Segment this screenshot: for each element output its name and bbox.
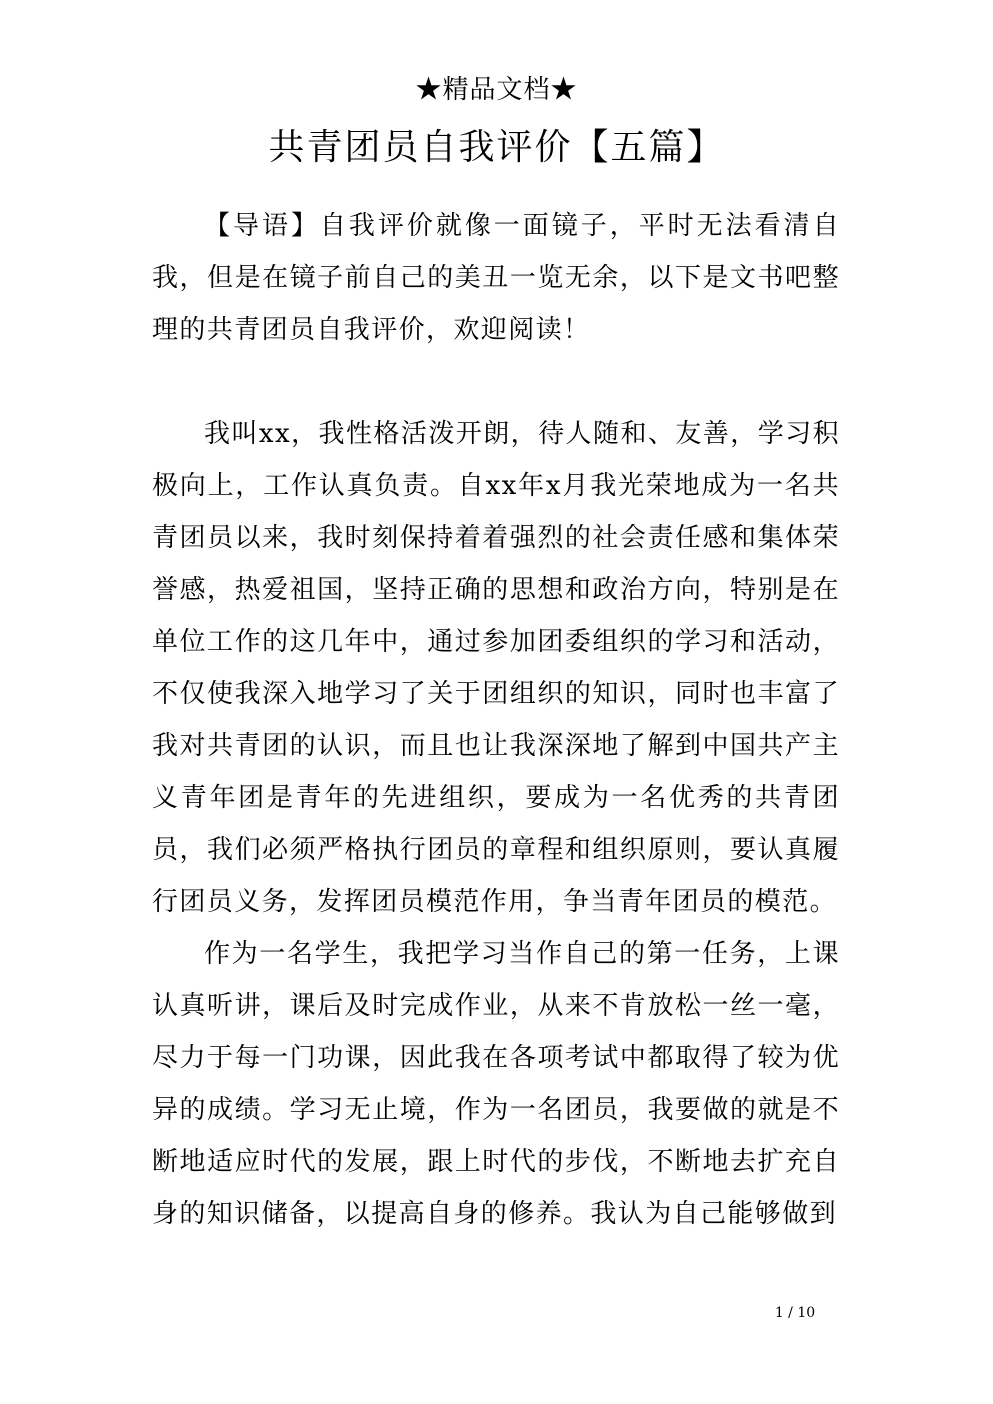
body-paragraph: 我叫xx，我性格活泼开朗，待人随和、友善，学习积极向上，工作认真负责。自xx年x月我光荣地成为一名共青团员以来，我时刻保持着着强烈的社会责任感和集体荣誉感，热爱祖国，坚持正确的思想和政治方向，特别是在单位工作的这几年中，通过参加团委组织的学习和活动，不仅使我深入地学习了关于团组织的知识，同时也丰富了我对共青团的认识，而且也让我深深地了解到中国共产主义青年团是青年的先进组织，要成为一名优秀的共青团员，我们必须严格执行团员的章程和组织原则，要认真履行团员义务，发挥团员模范作用，争当青年团员的模范。 — [152, 419, 840, 917]
body-paragraph: 作为一名学生，我把学习当作自己的第一任务，上课认真听讲，课后及时完成作业，从来不肯放松一丝一毫，尽力于每一门功课，因此我在各项考试中都取得了较为优异的成绩。学习无止境，作为一名团员，我要做的就是不断地适应时代的发展，跟上时代的步伐，不断地去扩充自身的知识储备，以提高自身的修养。我认为自己能够做到 — [152, 939, 840, 1229]
document-body — [152, 200, 840, 1240]
intro-paragraph: 【导语】自我评价就像一面镜子，平时无法看清自我，但是在镜子前自己的美丑一览无余，以下是文书吧整理的共青团员自我评价，欢迎阅读！ — [152, 211, 840, 345]
document-title: 共青团员自我评价【五篇】 — [268, 127, 725, 168]
page-number: 1 / 10 — [774, 1305, 816, 1321]
document-header-mark: ★精品文档★ — [415, 75, 578, 105]
